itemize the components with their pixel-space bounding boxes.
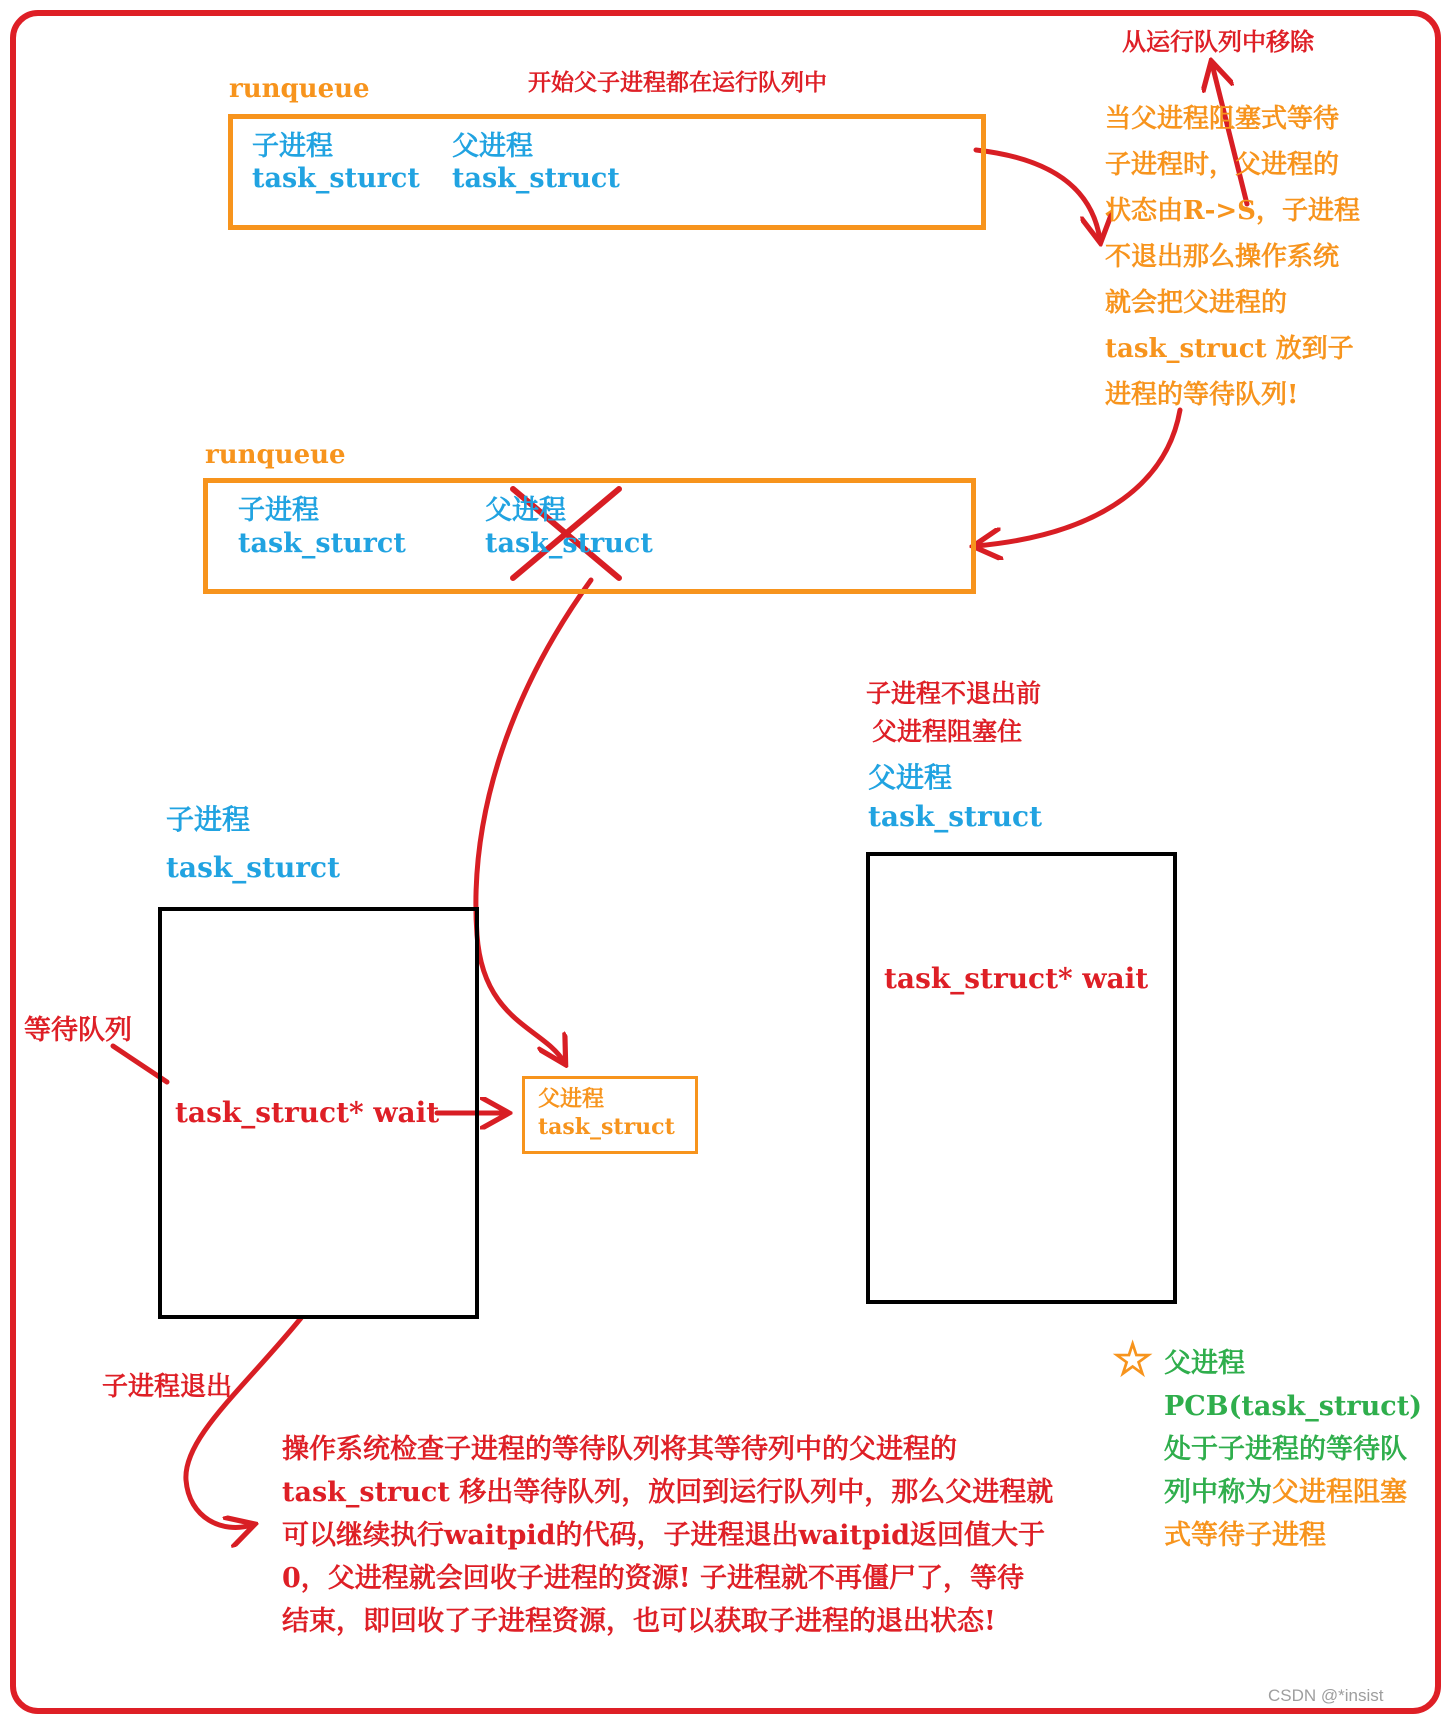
- runqueue1-label: runqueue: [229, 74, 370, 104]
- note-line: 当父进程阻塞式等待: [1105, 104, 1340, 134]
- runqueue1-child-struct: task_sturct: [252, 163, 420, 194]
- parent-task-struct-box: [866, 852, 1177, 1304]
- blocking-wait-note: [1105, 96, 1360, 418]
- star-icon: ☆: [1112, 1332, 1154, 1386]
- bottom-line: 0，父进程就会回收子进程的资源! 子进程就不再僵尸了，等待: [282, 1563, 1025, 1594]
- child-block-title: 子进程: [166, 803, 251, 836]
- runqueue2-parent-name: 父进程: [485, 495, 566, 526]
- remove-from-runqueue-label: 从运行队列中移除: [1122, 27, 1314, 56]
- runqueue2-parent-struct: task_struct: [485, 528, 653, 559]
- bottom-line: task_struct 移出等待队列，放回到运行队列中，那么父进程就: [282, 1477, 1054, 1508]
- bottom-line: 可以继续执行waitpid的代码，子进程退出waitpid返回值大于: [282, 1520, 1045, 1551]
- watermark: CSDN @*insist: [1268, 1686, 1384, 1705]
- bottom-line: 操作系统检查子进程的等待队列将其等待列中的父进程的: [282, 1434, 957, 1465]
- note-line: 状态由R->S，子进程: [1105, 196, 1360, 226]
- runqueue2-child-struct: task_sturct: [238, 528, 406, 559]
- star-line-3: 处于子进程的等待队: [1164, 1434, 1407, 1465]
- child-wait-field: task_struct* wait: [175, 1096, 440, 1129]
- child-block-subtitle: task_sturct: [166, 851, 341, 884]
- runqueue2-label: runqueue: [205, 440, 346, 470]
- note-line: task_struct 放到子: [1105, 334, 1354, 364]
- parent-wait-field: task_struct* wait: [884, 962, 1149, 995]
- star-line-1: 父进程: [1164, 1348, 1245, 1379]
- note-line: 子进程时，父进程的: [1105, 150, 1340, 180]
- wait-queue-label: 等待队列: [24, 1015, 132, 1046]
- runqueue1-parent-name: 父进程: [452, 131, 533, 162]
- parent-block-subtitle: task_struct: [868, 800, 1043, 833]
- star-line-4-green: 列中称为: [1164, 1477, 1272, 1508]
- blocked-note-line2: 父进程阻塞住: [872, 717, 1023, 746]
- star-line-2: PCB(task_struct): [1164, 1391, 1422, 1422]
- note-line: 不退出那么操作系统: [1105, 242, 1340, 272]
- bottom-explanation: [282, 1428, 1053, 1643]
- arrow-cross-to-waitbox: [476, 580, 591, 1062]
- arrow-box1-to-note: [976, 150, 1100, 240]
- runqueue1-caption: 开始父子进程都在运行队列中: [528, 69, 827, 96]
- wait-box-title: 父进程: [538, 1086, 605, 1112]
- star-summary: [1164, 1342, 1422, 1557]
- star-line-5: 式等待子进程: [1164, 1520, 1326, 1551]
- star-line-4-orange: 父进程阻塞: [1272, 1477, 1407, 1508]
- bottom-line: 结束，即回收了子进程资源，也可以获取子进程的退出状态!: [282, 1606, 996, 1637]
- star-line-4: [1164, 1471, 1422, 1514]
- note-line: 就会把父进程的: [1105, 288, 1288, 318]
- child-exit-label: 子进程退出: [102, 1372, 233, 1402]
- note-line: 进程的等待队列!: [1105, 380, 1299, 410]
- runqueue2-child-name: 子进程: [238, 495, 319, 526]
- wait-box-subtitle: task_struct: [538, 1114, 675, 1140]
- runqueue1-parent-struct: task_struct: [452, 163, 620, 194]
- arrow-note-to-box2: [976, 410, 1180, 546]
- runqueue1-child-name: 子进程: [252, 131, 333, 162]
- blocked-note-line1: 子进程不退出前: [866, 679, 1042, 708]
- parent-block-title: 父进程: [868, 761, 953, 794]
